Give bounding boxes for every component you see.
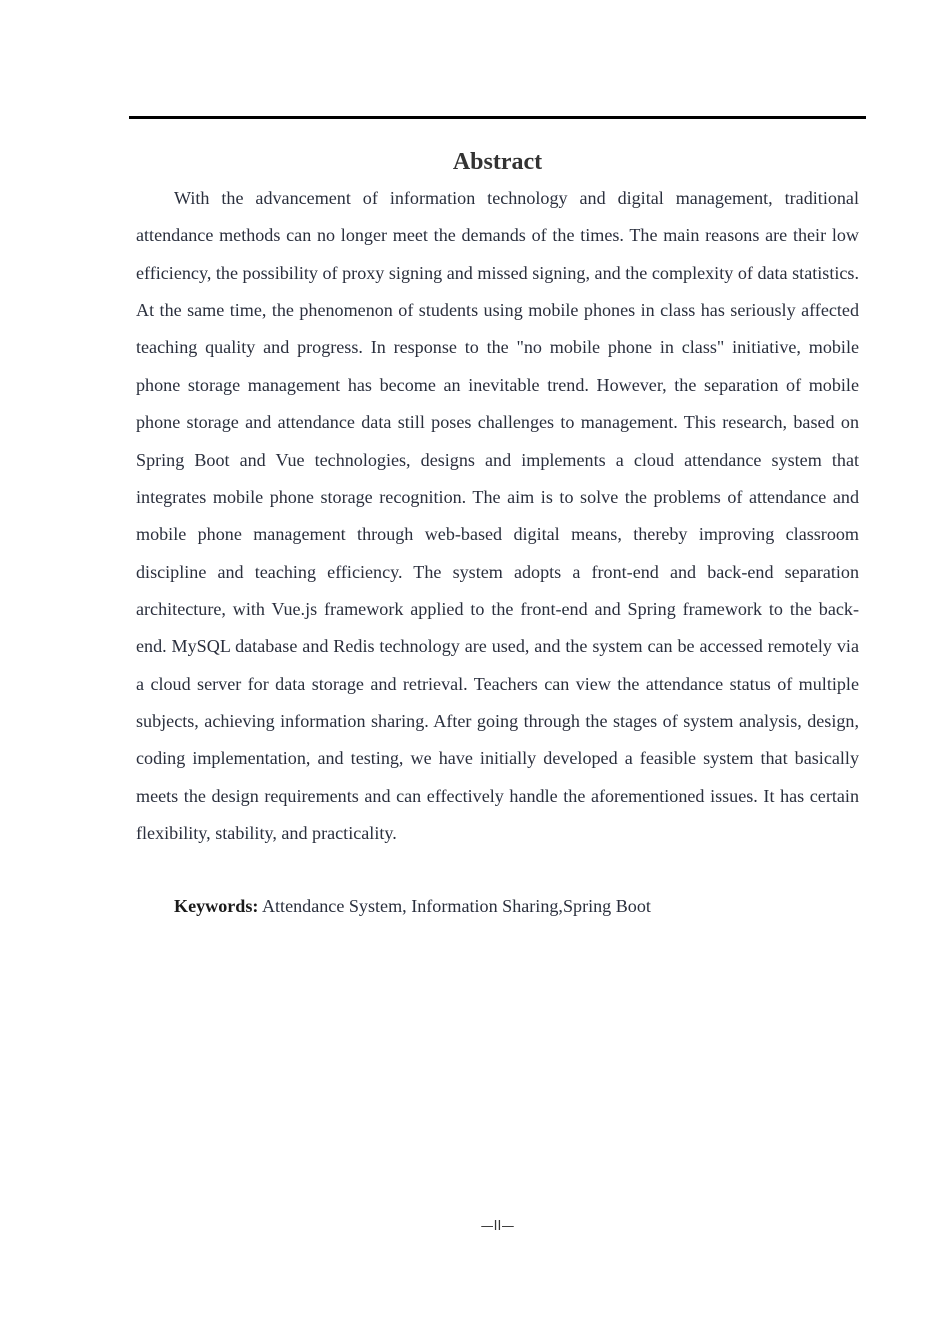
- keywords-label: Keywords:: [174, 896, 259, 916]
- abstract-body: With the advancement of information technology and digital management, traditional attendance methods can no longer meet the demands of the times. The main reasons are their low efficiency, the possibility of proxy signing and missed signing, and the complexity of data statistics. At the same time, the phenomenon of students using mobile phones in class has seriously affected teaching quality and progress. In response to the "no mobile phone in class" initiative, mobile phone storage management has become an inevitable trend. However, the separation of mobile phone storage and attendance data still poses challenges to management. This research, based on Spring Boot and Vue technologies, designs and implements a cloud attendance system that integrates mobile phone storage recognition. The aim is to solve the problems of attendance and mobile phone management through web-based digital means, thereby improving classroom discipline and teaching efficiency. The system adopts a front-end and back-end separation architecture, with Vue.js framework applied to the front-end and Spring framework to the back-end. MySQL database and Redis technology are used, and the system can be accessed remotely via a cloud server for data storage and retrieval. Teachers can view the attendance status of multiple subjects, achieving information sharing. After going through the stages of system analysis, design, coding implementation, and testing, we have initially developed a feasible system that basically meets the design requirements and can effectively handle the aforementioned issues. It has certain flexibility, stability, and practicality.: [136, 188, 859, 844]
- keywords-line: [136, 888, 859, 925]
- abstract-title: Abstract: [452, 149, 543, 175]
- header-rule: [129, 116, 866, 119]
- page-number: —II—: [480, 1219, 515, 1234]
- keywords-value: Attendance System, Information Sharing,Spring Boot: [258, 896, 651, 916]
